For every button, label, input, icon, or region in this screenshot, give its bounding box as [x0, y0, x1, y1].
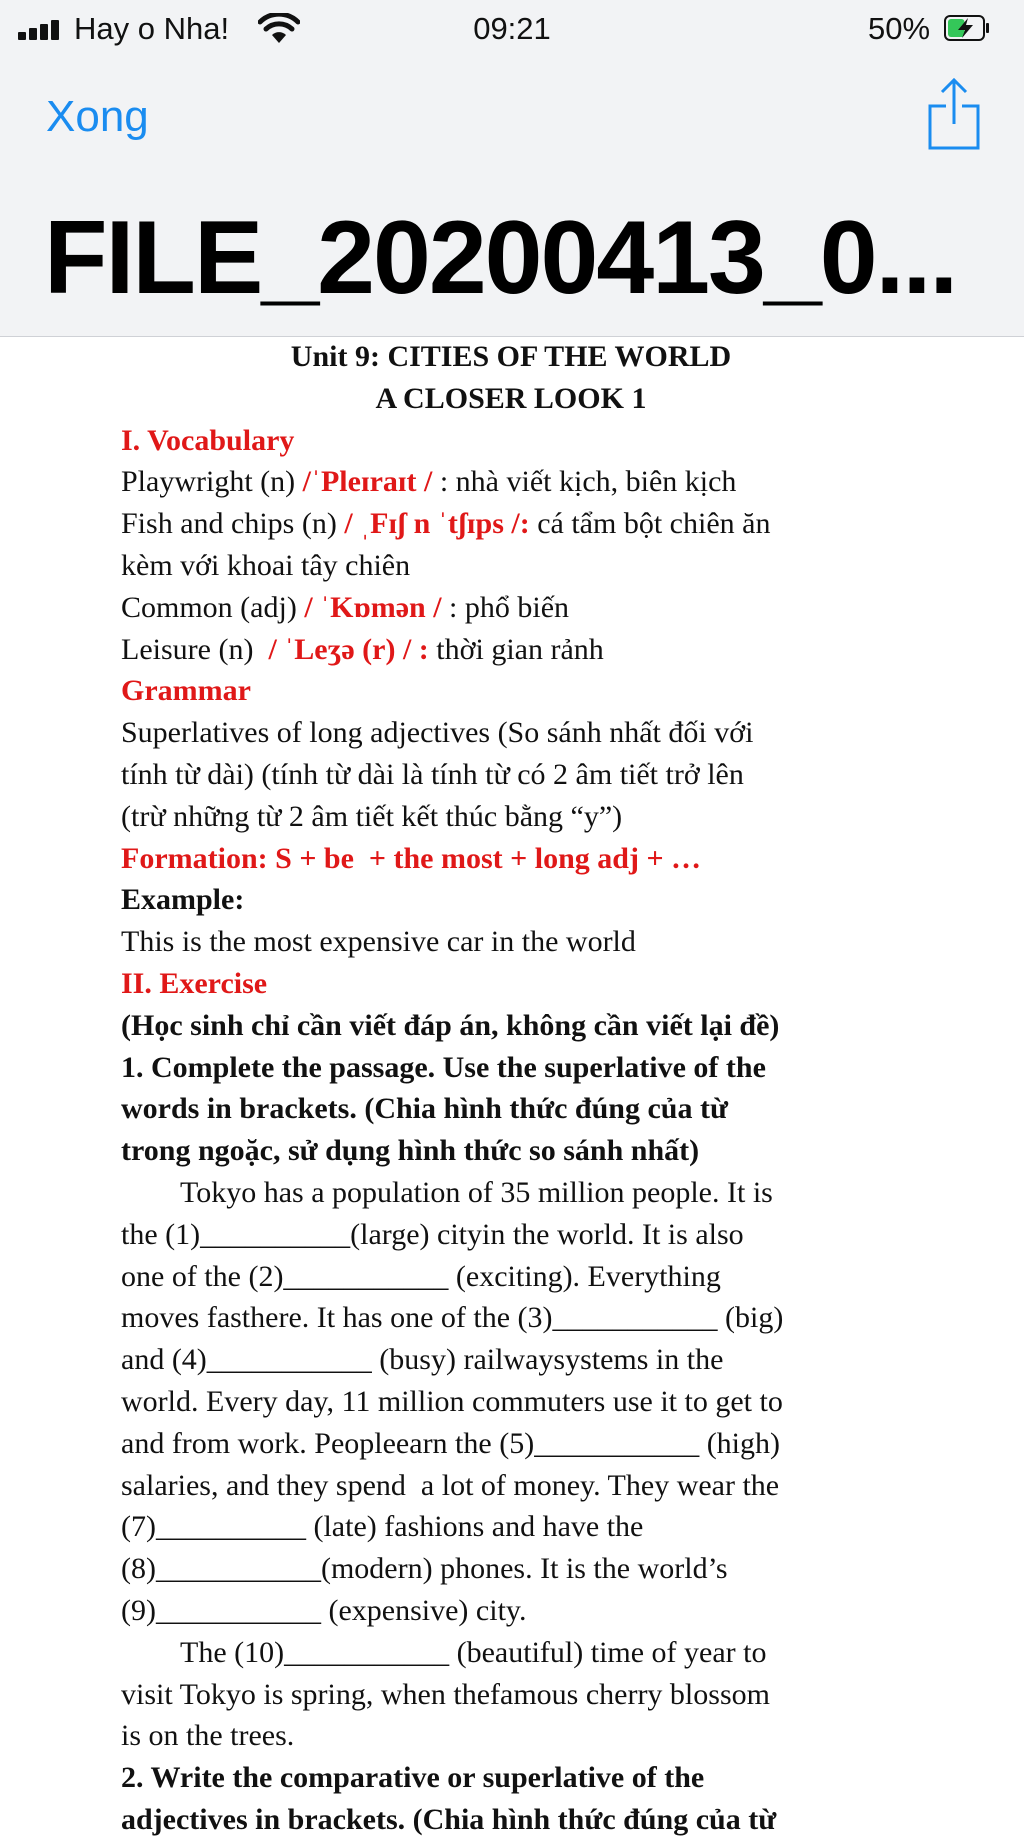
passage-line: and (4)___________ (busy) railwaysystems in the [121, 1343, 724, 1377]
passage-line: (8)___________(modern) phones. It is the world’s [121, 1552, 728, 1586]
question-1: trong ngoặc, sử dụng hình thức so sánh nhất) [121, 1134, 700, 1168]
exercise-note: (Học sinh chỉ cần viết đáp án, không cần viết lại đề) [121, 1008, 780, 1042]
passage-line: salaries, and they spend a lot of money. They wear the [121, 1468, 780, 1502]
passage-line: (9)___________ (expensive) city. [121, 1593, 527, 1627]
vocab-item: Fish and chips (n) / ˌFɪʃ n ˈtʃɪps /: cá tẩm bột chiên ăn [121, 507, 771, 541]
passage-line: is on the trees. [121, 1719, 295, 1753]
passage-line: moves fasthere. It has one of the (3)___________ (big) [121, 1301, 784, 1335]
exercise-heading: II. Exercise [121, 966, 268, 1000]
unit-title: Unit 9: CITIES OF THE WORLD [290, 340, 732, 373]
passage-line: Tokyo has a population of 35 million people. It is [180, 1175, 773, 1209]
phonetic: /ˈPleɪraɪt / [302, 465, 440, 499]
grammar-text: Superlatives of long adjectives (So sánh nhất đối với [121, 716, 754, 750]
question-1: 1. Complete the passage. Use the superlative of the [121, 1050, 766, 1084]
lesson-title: A CLOSER LOOK 1 [375, 381, 647, 415]
example-sentence: This is the most expensive car in the world [121, 925, 636, 959]
page-title: FILE_20200413_0... [44, 200, 957, 316]
vocab-heading: I. Vocabulary [121, 423, 295, 457]
document-page [121, 336, 901, 1841]
formation-rule: Formation: S + be + the most + long adj + … [121, 841, 702, 875]
passage-line: world. Every day, 11 million commuters use it to get to [121, 1384, 783, 1418]
vocab-item: Common (adj) / ˈKɒmən / : phổ biến [121, 590, 570, 624]
passage-line: the (1)__________(large) cityin the world. It is also [121, 1217, 744, 1251]
share-icon[interactable] [926, 76, 982, 152]
grammar-heading: Grammar [121, 674, 251, 708]
grammar-text: (trừ những từ 2 âm tiết kết thúc bằng “y”) [121, 799, 623, 833]
carrier-name: Hay o Nha! [74, 11, 230, 46]
vocab-item-cont: kèm với khoai tây chiên [121, 548, 411, 582]
passage-line: and from work. Peopleearn the (5)___________ (high) [121, 1426, 781, 1460]
status-bar [0, 0, 1024, 56]
phonetic: / ˈLeʒə (r) / : [268, 632, 437, 666]
grammar-text: tính từ dài) (tính từ dài là tính từ có 2 âm tiết trở lên [121, 757, 744, 791]
vocab-item: Playwright (n) /ˈPleɪraɪt / : nhà viết kịch, biên kịch [121, 465, 737, 499]
question-2: adjectives in brackets. (Chia hình thức đúng của từ [121, 1802, 777, 1836]
example-label: Example: [121, 883, 245, 917]
vocab-item: Leisure (n) / ˈLeʒə (r) / : thời gian rảnh [121, 632, 604, 666]
passage-line: one of the (2)___________ (exciting). Everything [121, 1259, 721, 1293]
passage-line: (7)__________ (late) fashions and have the [121, 1510, 644, 1544]
question-1: words in brackets. (Chia hình thức đúng của từ [121, 1092, 728, 1126]
question-2: 2. Write the comparative or superlative of the [121, 1761, 705, 1795]
nav-bar [0, 56, 1024, 337]
clock: 09:21 [473, 11, 551, 46]
done-button[interactable]: Xong [46, 92, 149, 141]
battery-percent: 50% [868, 11, 931, 46]
phonetic: / ˈKɒmən / [304, 590, 450, 624]
battery-charging-icon [944, 15, 990, 41]
phonetic: / ˌFɪʃ n ˈtʃɪps /: [344, 507, 538, 541]
passage-line: The (10)___________ (beautiful) time of year to [180, 1635, 767, 1669]
passage-line: visit Tokyo is spring, when thefamous cherry blossom [121, 1677, 770, 1711]
